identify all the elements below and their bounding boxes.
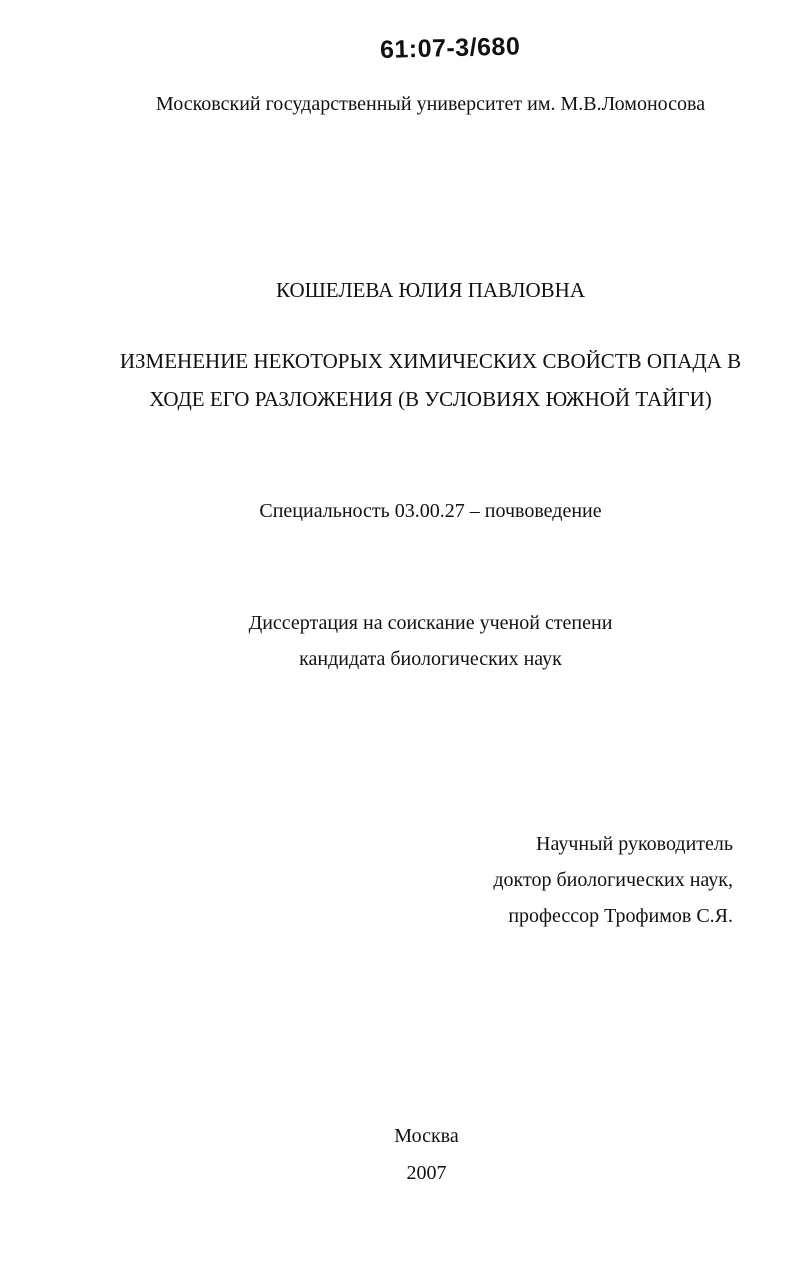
year: 2007 bbox=[406, 1162, 447, 1184]
dissertation-degree-line-2: кандидата биологических наук bbox=[299, 648, 562, 670]
city: Москва bbox=[394, 1125, 459, 1147]
dissertation-degree-line-1: Диссертация на соискание ученой степени bbox=[248, 612, 613, 634]
author-name: КОШЕЛЕВА ЮЛИЯ ПАВЛОВНА bbox=[275, 278, 586, 302]
thesis-title-line-2: ХОДЕ ЕГО РАЗЛОЖЕНИЯ (В УСЛОВИЯХ ЮЖНОЙ ТАЙГИ) bbox=[149, 387, 712, 411]
supervisor-name: профессор Трофимов С.Я. bbox=[508, 905, 733, 927]
supervisor-degree: доктор биологических наук, bbox=[493, 869, 733, 891]
speciality: Специальность 03.00.27 – почвоведение bbox=[259, 500, 602, 522]
thesis-title-line-1: ИЗМЕНЕНИЕ НЕКОТОРЫХ ХИМИЧЕСКИХ СВОЙСТВ ОПАДА В bbox=[119, 349, 742, 373]
university-name: Московский государственный университет им. М.В.Ломоносова bbox=[155, 93, 706, 115]
supervisor-heading: Научный руководитель bbox=[536, 833, 733, 855]
archive-stamp-number: 61:07-3/680 bbox=[379, 32, 521, 64]
